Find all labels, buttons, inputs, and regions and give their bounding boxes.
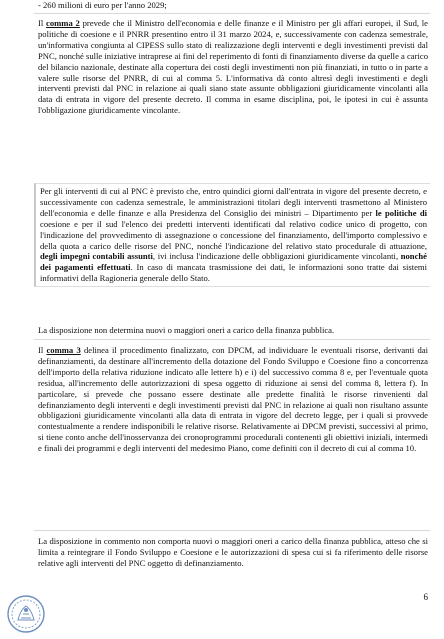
bold-phrase: degli impegni contabili assunti [40,251,153,262]
bold-phrase: nonché dei pagamenti effettuati [40,251,427,273]
paragraph-text: delinea il procedimento finalizzato, con DPCM, ad individuare le eventuali risorse, derivanti dai definanziamenti, da destinare all'incremento della dotazione del Fondo Sviluppo e Coesione fino a concorrenza dell'importo della relativa riduzione indicato alle lettere h) e i) del successivo comma 8 e, per l'eventuale quota residua, all'incremento delle autorizzazioni di spesa oggetto di riduzione ai sensi del comma 8, lettera f). In particolare, si prevede che possano essere destinate alle predette finalità le risorse rinvenienti dal definanziamento degli interventi e degli investimenti previsti dal PNC in relazione ai quali non risultano assunte obbligazioni giuridicamente vincolanti alla data di entrata in vigore del decreto legge, per i quali si provvede contestualmente a rendere indisponibili le relative risorse. Relativamente ai DPCM previsti, successivi al primo, si tiene conto anche dell'inosservanza dei cronoprogrammi procedurali contenenti gli obiettivi iniziali, intermedi e finali dei programmi e degli interventi del medesimo Piano, come definiti con il decreto di cui al comma 10. [38,345,428,454]
paragraph-text: Il [38,345,47,355]
box-text: coesione e per il sud l'elenco dei predetti interventi identificati dal relativo codice unico di progetto, con l'indicazione del provvedimento di assegnazione o concessione del finanziamento, dell'importo complessivo e della quota a carico delle risorse del PNC, nonché l'indicazione del relativo stato procedurale di attuazione, [40,218,427,251]
separator [34,530,430,531]
page-number: 6 [423,592,428,602]
paragraph-disposizione: La disposizione in commento non comporta nuovi o maggiori oneri a carico della finanza pubblica, atteso che si limita a reintegrare il Fondo Sviluppo e Coesione e le autorizzazioni di spesa cui si fa riferimento delle risorse relative agli interventi del PNC oggetto di definanziamento. [38,536,428,568]
separator [34,339,430,340]
box-text: Per gli interventi di cui al PNC è previsto che, entro quindici giorni dall'entrata in vigore del presente decreto, e successivamente con cadenza semestrale, le amministrazioni titolari degli interventi trasmettono al Ministero dell'economia e delle finanze e alla Presidenza del Consiglio dei ministri – Dipartimento per [40,186,427,218]
paragraph-text: prevede che il Ministro dell'economia e delle finanze e il Ministro per gli affari europei, il Sud, le politiche di coesione e il PNRR presentino entro il 31 marzo 2024, e, successivamente con cadenza semestrale, un'informativa congiunta al CIPESS sullo stato di realizzazione degli interventi e degli investimenti previsti dal PNC, nonché sulle iniziative intraprese ai fini del reperimento di fonti di finanziamento diverse da quelle a carico del bilancio nazionale, destinate alla copertura dei costi degli investimenti non più finanziati, in tutto o in parte a valere sulle risorse del PNRR, di cui al comma 5. L'informativa dà conto altresì degli investimenti e degli interventi previsti dal PNC in relazione ai quali siano state assunte obbligazioni giuridicamente vincolanti alla data di entrata in vigore del presente decreto. Il comma in esame disciplina, poi, le ipotesi in cui è assunta l'obbligazione giuridicamente vincolante. [38,18,428,116]
bold-phrase: le politiche di [375,207,427,218]
paragraph-comma-3 [38,345,428,454]
paragraph-no-oneri: La disposizione non determina nuovi o maggiori oneri a carico della finanza pubblica. [38,325,335,335]
box-text: , ivi inclusa l'indicazione delle obbligazioni giuridicamente vincolanti, [152,251,401,262]
comma-reference: comma 3 [46,345,81,355]
paragraph-text: Il [38,18,47,28]
separator [34,13,430,14]
comma-reference: comma 2 [46,18,80,28]
seal-emblem-icon [6,594,46,634]
bullet-item: - 260 milioni di euro per l'anno 2029; [38,0,167,10]
paragraph-comma-2 [38,18,428,116]
box-text: . In caso di mancata trasmissione dei dati, le informazioni sono tratte dai sistemi informativi della Ragioneria generale dello Stato. [40,262,427,284]
highlight-box [34,183,430,287]
